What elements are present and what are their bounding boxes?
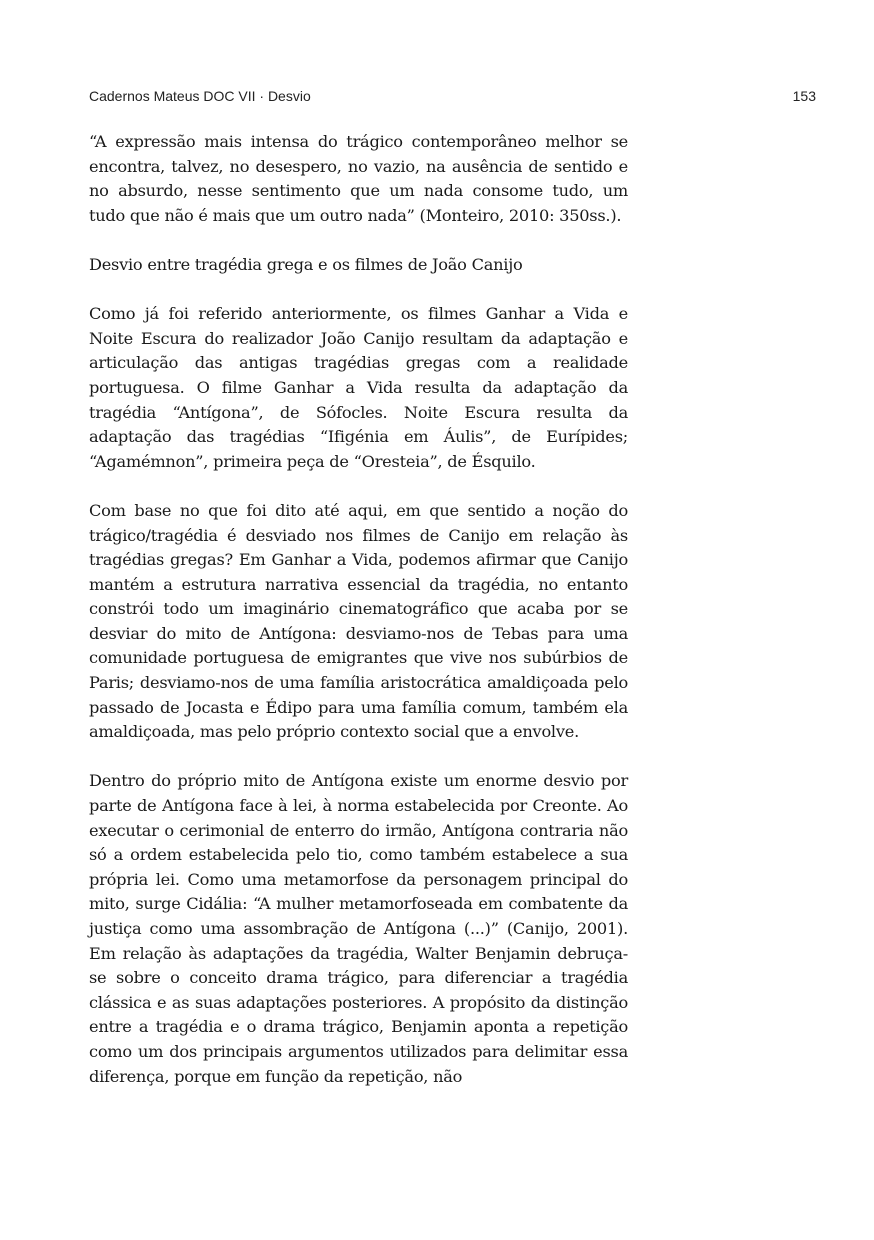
page-body xyxy=(89,130,628,1114)
journal-title: Cadernos Mateus DOC VII · Desvio xyxy=(89,88,311,104)
section-heading: Desvio entre tragédia grega e os filmes de João Canijo xyxy=(89,254,523,274)
page-number: 153 xyxy=(792,88,816,104)
paragraph: Como já foi referido anteriormente, os filmes Ganhar a Vida e Noite Escura do realizador João Canijo resultam da adaptação e articulação das antigas tragédias gregas com a realidade portuguesa. O filme Ganhar a Vida resulta da adaptação da tragédia “Antígona”, de Sófocles. Noite Escura resulta da adaptação das tragédias “Ifigénia em Áulis”, de Eurípides; “Agamémnon”, primeira peça de “Oresteia”, de Ésquilo. xyxy=(89,304,628,471)
paragraph: Dentro do próprio mito de Antígona existe um enorme desvio por parte de Antígona face à lei, à norma estabelecida por Creonte. Ao executar o cerimonial de enterro do irmão, Antígona contraria não só a ordem estabelecida pelo tio, como também estabelece a sua própria lei. Como uma metamorfose da personagem principal do mito, surge Cidália: “A mulher metamorfoseada em combatente da justiça como uma assombração de Antígona (...)” (Canijo, 2001). Em relação às adaptações da tragédia, Walter Benjamin debruça-se sobre o conceito drama trágico, para diferenciar a tragédia clássica e as suas adaptações posteriores. A propósito da distinção entre a tragédia e o drama trágico, Benjamin aponta a repetição como um dos principais argumentos utilizados para delimitar essa diferença, porque em função da repetição, não xyxy=(89,771,628,1086)
paragraph: Com base no que foi dito até aqui, em que sentido a noção do trágico/tragédia é desviado nos filmes de Canijo em relação às tragédias gregas? Em Ganhar a Vida, podemos afirmar que Canijo mantém a estrutura narrativa essencial da tragédia, no entanto constrói todo um imaginário cinematográfico que acaba por se desviar do mito de Antígona: desviamo-nos de Tebas para uma comunidade portuguesa de emigrantes que vive nos subúrbios de Paris; desviamo-nos de uma família aristocrática amaldiçoada pelo passado de Jocasta e Édipo para uma família comum, também ela amaldiçoada, mas pelo próprio contexto social que a envolve. xyxy=(89,500,628,742)
running-head xyxy=(89,86,816,106)
quote-paragraph: “A expressão mais intensa do trágico contemporâneo melhor se encontra, talvez, no desespero, no vazio, na ausência de sentido e no absurdo, nesse sentimento que um nada consome tudo, um tudo que não é mais que um outro nada” (Monteiro, 2010: 350ss.). xyxy=(89,132,628,225)
